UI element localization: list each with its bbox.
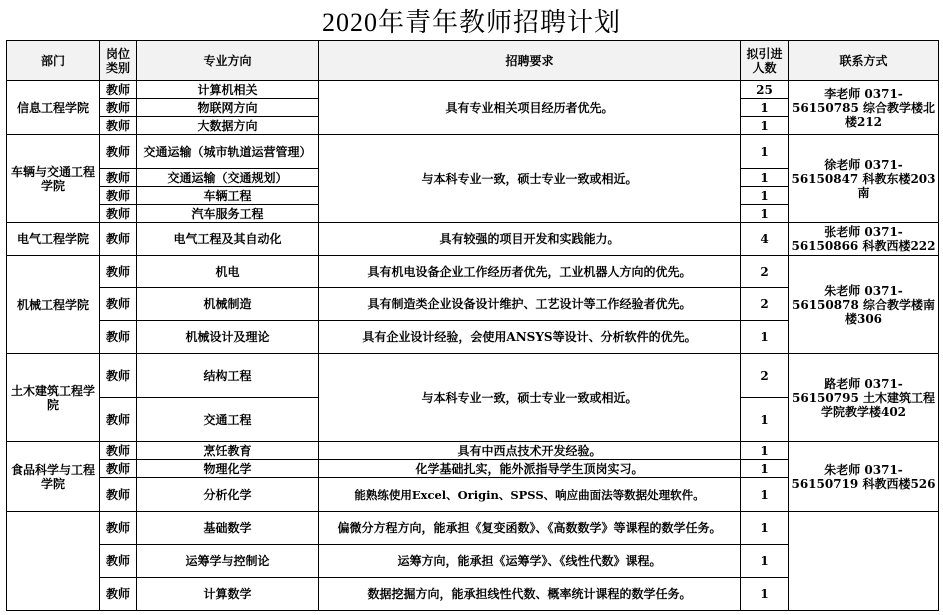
type-cell: 教师 bbox=[100, 354, 137, 398]
count-cell: 25 bbox=[741, 81, 789, 99]
header-requirement: 招聘要求 bbox=[319, 41, 741, 81]
requirement-cell: 具有制造类企业设备设计维护、工艺设计等工作经验者优先。 bbox=[319, 288, 741, 321]
type-cell: 教师 bbox=[100, 223, 137, 256]
count-cell: 4 bbox=[741, 223, 789, 256]
type-cell: 教师 bbox=[100, 545, 137, 578]
major-cell: 计算机相关 bbox=[137, 81, 319, 99]
count-cell: 1 bbox=[741, 187, 789, 205]
major-cell: 物联网方向 bbox=[137, 99, 319, 117]
type-cell: 教师 bbox=[100, 478, 137, 512]
count-cell: 2 bbox=[741, 256, 789, 288]
requirement-cell: 具有中西点技术开发经验。 bbox=[319, 442, 741, 460]
major-cell: 交通工程 bbox=[137, 398, 319, 442]
count-cell: 1 bbox=[741, 398, 789, 442]
type-cell: 教师 bbox=[100, 442, 137, 460]
major-cell: 电气工程及其自动化 bbox=[137, 223, 319, 256]
type-cell: 教师 bbox=[100, 256, 137, 288]
requirement-cell: 运筹方向，能承担《运筹学》、《线性代数》课程。 bbox=[319, 545, 741, 578]
major-cell: 基础数学 bbox=[137, 512, 319, 545]
requirement-cell: 偏微分方程方向，能承担《复变函数》、《高数数学》等课程的数学任务。 bbox=[319, 512, 741, 545]
contact-cell: 李老师 0371-56150785 综合教学楼北楼212 bbox=[789, 81, 939, 135]
table-row bbox=[7, 135, 939, 169]
major-cell: 车辆工程 bbox=[137, 187, 319, 205]
major-cell: 机械制造 bbox=[137, 288, 319, 321]
dept-cell: 车辆与交通工程学院 bbox=[7, 135, 100, 223]
dept-cell: 机械工程学院 bbox=[7, 256, 100, 354]
count-cell: 1 bbox=[741, 117, 789, 135]
count-cell: 1 bbox=[741, 442, 789, 460]
header-contact: 联系方式 bbox=[789, 41, 939, 81]
requirement-cell: 具有企业设计经验，会使用ANSYS等设计、分析软件的优先。 bbox=[319, 321, 741, 354]
type-cell: 教师 bbox=[100, 135, 137, 169]
table-row bbox=[7, 354, 939, 398]
header-count: 拟引进人数 bbox=[741, 41, 789, 81]
dept-cell: 信息工程学院 bbox=[7, 81, 100, 135]
type-cell: 教师 bbox=[100, 169, 137, 187]
major-cell: 机械设计及理论 bbox=[137, 321, 319, 354]
requirement-cell: 能熟练使用Excel、Origin、SPSS、响应曲面法等数据处理软件。 bbox=[319, 478, 741, 512]
recruitment-table bbox=[6, 40, 939, 611]
requirement-cell: 与本科专业一致，硕士专业一致或相近。 bbox=[319, 135, 741, 223]
count-cell: 1 bbox=[741, 321, 789, 354]
major-cell: 烹饪教育 bbox=[137, 442, 319, 460]
count-cell: 2 bbox=[741, 288, 789, 321]
type-cell: 教师 bbox=[100, 187, 137, 205]
dept-cell: 食品科学与工程学院 bbox=[7, 442, 100, 512]
count-cell: 1 bbox=[741, 512, 789, 545]
contact-cell: 朱老师 0371-56150878 综合教学楼南楼306 bbox=[789, 256, 939, 354]
count-cell: 2 bbox=[741, 354, 789, 398]
table-row bbox=[7, 223, 939, 256]
table-row bbox=[7, 512, 939, 545]
requirement-cell: 化学基础扎实，能外派指导学生顶岗实习。 bbox=[319, 460, 741, 478]
type-cell: 教师 bbox=[100, 81, 137, 99]
requirement-cell: 具有较强的项目开发和实践能力。 bbox=[319, 223, 741, 256]
header-dept: 部门 bbox=[7, 41, 100, 81]
major-cell: 大数据方向 bbox=[137, 117, 319, 135]
type-cell: 教师 bbox=[100, 321, 137, 354]
requirement-cell: 具有专业相关项目经历者优先。 bbox=[319, 81, 741, 135]
contact-cell: 徐老师 0371-56150847 科教东楼203南 bbox=[789, 135, 939, 223]
table-row bbox=[7, 81, 939, 99]
major-cell: 物理化学 bbox=[137, 460, 319, 478]
major-cell: 计算数学 bbox=[137, 578, 319, 611]
contact-cell: 朱老师 0371-56150719 科教西楼526 bbox=[789, 442, 939, 512]
requirement-cell: 与本科专业一致，硕士专业一致或相近。 bbox=[319, 354, 741, 442]
table-row bbox=[7, 256, 939, 288]
count-cell: 1 bbox=[741, 135, 789, 169]
major-cell: 分析化学 bbox=[137, 478, 319, 512]
count-cell: 1 bbox=[741, 545, 789, 578]
count-cell: 1 bbox=[741, 169, 789, 187]
type-cell: 教师 bbox=[100, 578, 137, 611]
count-cell: 1 bbox=[741, 99, 789, 117]
dept-cell: 电气工程学院 bbox=[7, 223, 100, 256]
contact-cell: 张老师 0371-56150866 科教西楼222 bbox=[789, 223, 939, 256]
count-cell: 1 bbox=[741, 478, 789, 512]
contact-cell: 路老师 0371-56150795 土木建筑工程学院教学楼402 bbox=[789, 354, 939, 442]
dept-cell bbox=[7, 512, 100, 611]
type-cell: 教师 bbox=[100, 398, 137, 442]
requirement-cell: 数据挖掘方向，能承担线性代数、概率统计课程的数学任务。 bbox=[319, 578, 741, 611]
count-cell: 1 bbox=[741, 460, 789, 478]
dept-cell: 土木建筑工程学院 bbox=[7, 354, 100, 442]
type-cell: 教师 bbox=[100, 205, 137, 223]
major-cell: 汽车服务工程 bbox=[137, 205, 319, 223]
requirement-cell: 具有机电设备企业工作经历者优先，工业机器人方向的优先。 bbox=[319, 256, 741, 288]
contact-cell bbox=[789, 512, 939, 611]
header-major: 专业方向 bbox=[137, 41, 319, 81]
type-cell: 教师 bbox=[100, 99, 137, 117]
major-cell: 运筹学与控制论 bbox=[137, 545, 319, 578]
count-cell: 1 bbox=[741, 205, 789, 223]
type-cell: 教师 bbox=[100, 117, 137, 135]
table-row bbox=[7, 442, 939, 460]
header-type: 岗位类别 bbox=[100, 41, 137, 81]
type-cell: 教师 bbox=[100, 512, 137, 545]
major-cell: 机电 bbox=[137, 256, 319, 288]
count-cell: 1 bbox=[741, 578, 789, 611]
header-row bbox=[7, 41, 939, 81]
major-cell: 结构工程 bbox=[137, 354, 319, 398]
type-cell: 教师 bbox=[100, 460, 137, 478]
major-cell: 交通运输（交通规划） bbox=[137, 169, 319, 187]
type-cell: 教师 bbox=[100, 288, 137, 321]
major-cell: 交通运输（城市轨道运营管理） bbox=[137, 135, 319, 169]
page-title: 2020年青年教师招聘计划 bbox=[321, 7, 621, 37]
